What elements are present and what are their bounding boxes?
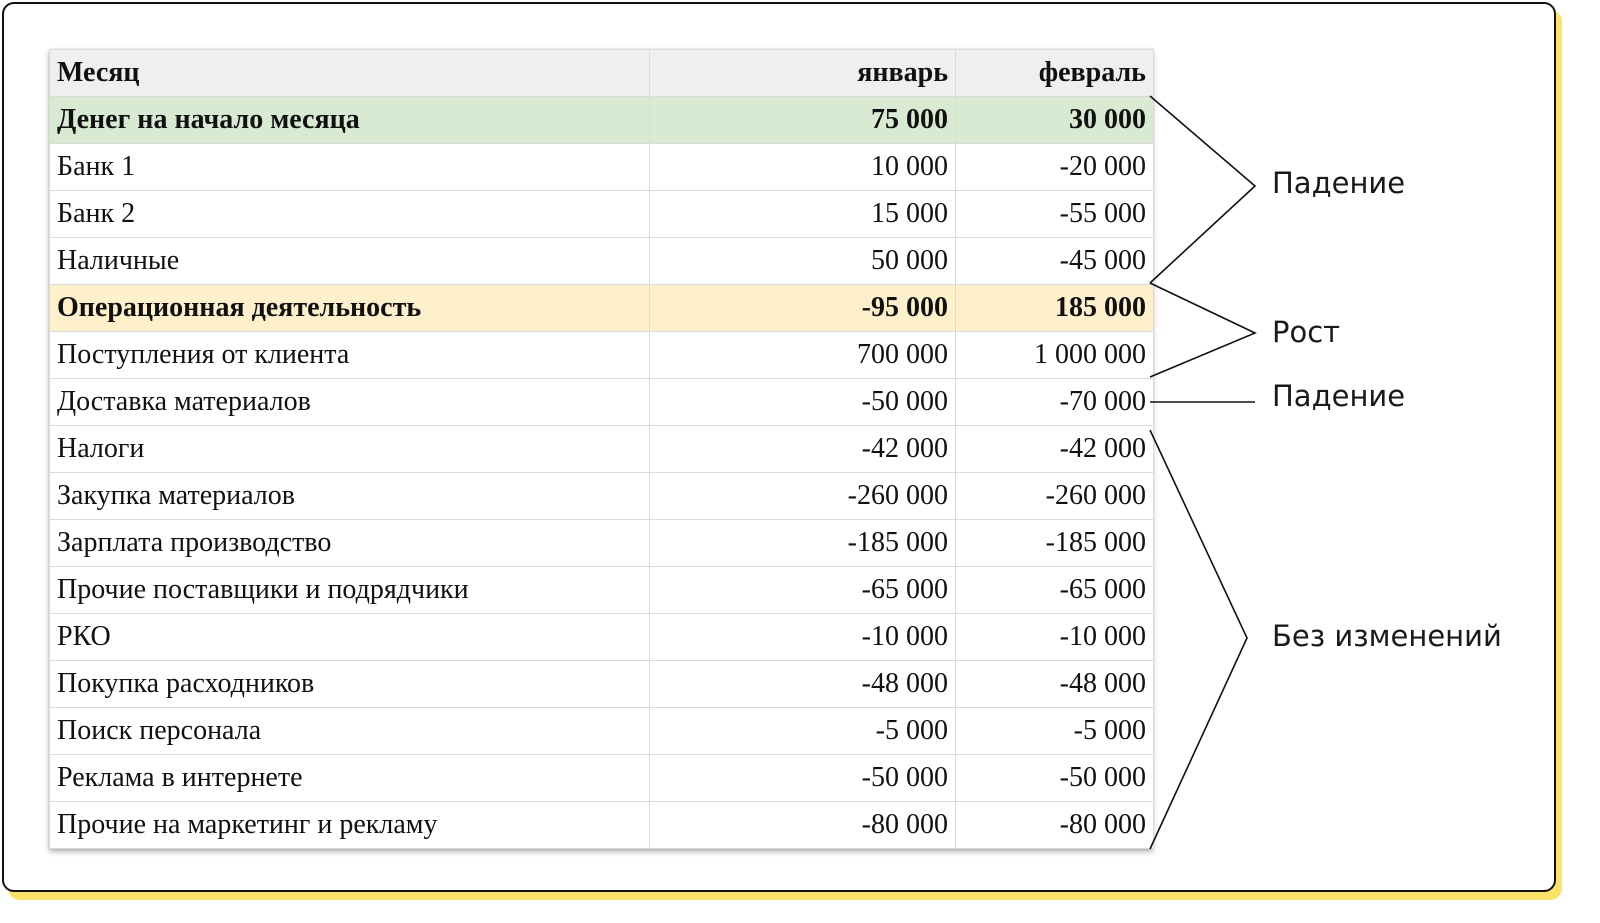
row-january-value: 700 000 [650, 332, 956, 379]
row-label: Прочие поставщики и подрядчики [50, 567, 650, 614]
annotation-decline-delivery: Падение [1272, 379, 1406, 413]
row-label: Закупка материалов [50, 473, 650, 520]
row-label: Налоги [50, 426, 650, 473]
row-january-value: -42 000 [650, 426, 956, 473]
decline-bracket [1150, 96, 1255, 283]
row-label: Доставка материалов [50, 379, 650, 426]
header-month: Месяц [50, 50, 650, 97]
row-january-value: -80 000 [650, 802, 956, 849]
row-february-value: -55 000 [956, 191, 1154, 238]
row-february-value: -80 000 [956, 802, 1154, 849]
row-february-value: -5 000 [956, 708, 1154, 755]
annotation-lines [4, 4, 1554, 890]
row-january-value: -185 000 [650, 520, 956, 567]
row-label: Покупка расходников [50, 661, 650, 708]
row-february-value: -42 000 [956, 426, 1154, 473]
row-january-value: -50 000 [650, 755, 956, 802]
row-label: Поступления от клиента [50, 332, 650, 379]
row-january-value: -260 000 [650, 473, 956, 520]
row-february-value: 185 000 [956, 285, 1154, 332]
row-january-value: -5 000 [650, 708, 956, 755]
row-january-value: -10 000 [650, 614, 956, 661]
header-february: февраль [956, 50, 1154, 97]
row-label: Прочие на маркетинг и рекламу [50, 802, 650, 849]
row-label: Реклама в интернете [50, 755, 650, 802]
row-february-value: -70 000 [956, 379, 1154, 426]
row-label: Банк 1 [50, 144, 650, 191]
row-february-value: -10 000 [956, 614, 1154, 661]
content-card [2, 2, 1556, 892]
annotation-unchanged: Без изменений [1272, 619, 1502, 653]
row-february-value: -45 000 [956, 238, 1154, 285]
row-label: Зарплата производство [50, 520, 650, 567]
row-january-value: 75 000 [650, 97, 956, 144]
row-january-value: 50 000 [650, 238, 956, 285]
row-february-value: -20 000 [956, 144, 1154, 191]
growth-bracket [1150, 283, 1255, 377]
row-january-value: -48 000 [650, 661, 956, 708]
row-january-value: 10 000 [650, 144, 956, 191]
row-january-value: -65 000 [650, 567, 956, 614]
row-february-value: -65 000 [956, 567, 1154, 614]
row-label: Наличные [50, 238, 650, 285]
row-february-value: 1 000 000 [956, 332, 1154, 379]
row-january-value: 15 000 [650, 191, 956, 238]
row-january-value: -95 000 [650, 285, 956, 332]
row-february-value: -50 000 [956, 755, 1154, 802]
row-february-value: -260 000 [956, 473, 1154, 520]
unchanged-bracket [1150, 430, 1247, 849]
row-february-value: 30 000 [956, 97, 1154, 144]
row-february-value: -185 000 [956, 520, 1154, 567]
row-label: Банк 2 [50, 191, 650, 238]
row-label: Поиск персонала [50, 708, 650, 755]
row-february-value: -48 000 [956, 661, 1154, 708]
header-january: январь [650, 50, 956, 97]
row-label: Операционная деятельность [50, 285, 650, 332]
annotation-decline-top: Падение [1272, 166, 1406, 200]
annotation-growth: Рост [1272, 315, 1341, 349]
row-january-value: -50 000 [650, 379, 956, 426]
row-label: Денег на начало месяца [50, 97, 650, 144]
row-label: РКО [50, 614, 650, 661]
